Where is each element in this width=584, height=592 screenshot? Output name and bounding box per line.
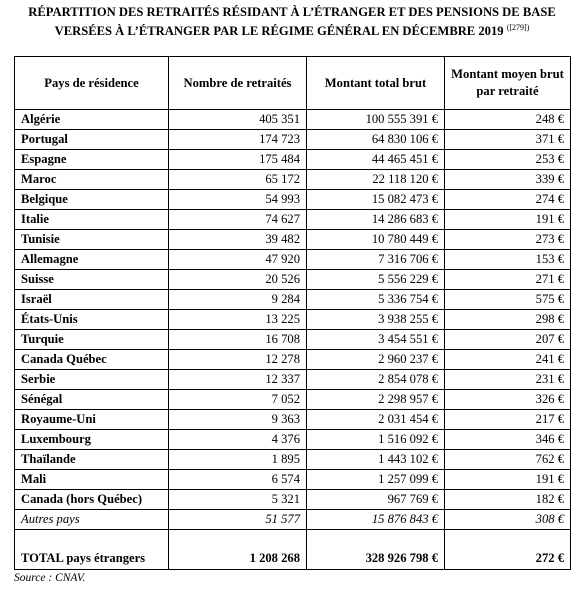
cell-count: 9 284 — [169, 290, 307, 310]
table-row — [15, 170, 571, 190]
header-country: Pays de résidence — [15, 57, 169, 110]
cell-count: 39 482 — [169, 230, 307, 250]
cell-total-amount: 1 443 102 € — [307, 450, 445, 470]
other-countries-row — [15, 510, 571, 530]
table-row — [15, 290, 571, 310]
table-row — [15, 190, 571, 210]
cell-country: Luxembourg — [15, 430, 169, 450]
cell-country: Mali — [15, 470, 169, 490]
cell-total-amount: 1 257 099 € — [307, 470, 445, 490]
cell-country: Canada (hors Québec) — [15, 490, 169, 510]
cell-country: Maroc — [15, 170, 169, 190]
table-row — [15, 490, 571, 510]
cell-country: Belgique — [15, 190, 169, 210]
table-title — [0, 4, 584, 39]
source-note: Source : CNAV. — [14, 572, 86, 584]
cell-average-amount: 231 € — [445, 370, 571, 390]
cell-count: 7 052 — [169, 390, 307, 410]
table-row — [15, 470, 571, 490]
table-row — [15, 250, 571, 270]
cell-count: 12 278 — [169, 350, 307, 370]
table-row — [15, 450, 571, 470]
table-row — [15, 330, 571, 350]
cell-total-amount: 22 118 120 € — [307, 170, 445, 190]
table-row — [15, 270, 571, 290]
cell-average-amount: 241 € — [445, 350, 571, 370]
cell-total-amount: 15 082 473 € — [307, 190, 445, 210]
cell-average-amount: 253 € — [445, 150, 571, 170]
total-row — [15, 530, 571, 570]
cell-average-amount: 326 € — [445, 390, 571, 410]
cell-country: Italie — [15, 210, 169, 230]
footnote-ref: ([279]) — [506, 23, 530, 32]
table-row — [15, 350, 571, 370]
cell-count: 405 351 — [169, 110, 307, 130]
cell-count: 20 526 — [169, 270, 307, 290]
table-body — [15, 110, 571, 570]
cell-count: 13 225 — [169, 310, 307, 330]
cell-average-amount: 207 € — [445, 330, 571, 350]
cell-country: Algérie — [15, 110, 169, 130]
header-average-amount: Montant moyen brut par retraité — [445, 57, 571, 110]
cell-count: 51 577 — [169, 510, 307, 530]
cell-total-amount: 2 960 237 € — [307, 350, 445, 370]
cell-country: TOTAL pays étrangers — [15, 530, 169, 570]
cell-country: Suisse — [15, 270, 169, 290]
cell-average-amount: 762 € — [445, 450, 571, 470]
title-line-1: RÉPARTITION DES RETRAITÉS RÉSIDANT À L’ÉTRANGER ET DES PENSIONS DE BASE — [28, 5, 556, 19]
cell-average-amount: 191 € — [445, 210, 571, 230]
table-row — [15, 370, 571, 390]
cell-average-amount: 217 € — [445, 410, 571, 430]
cell-count: 4 376 — [169, 430, 307, 450]
header-row — [15, 57, 571, 110]
cell-count: 16 708 — [169, 330, 307, 350]
cell-total-amount: 5 556 229 € — [307, 270, 445, 290]
table-row — [15, 430, 571, 450]
table-row — [15, 390, 571, 410]
cell-average-amount: 273 € — [445, 230, 571, 250]
cell-total-amount: 967 769 € — [307, 490, 445, 510]
cell-total-amount: 64 830 106 € — [307, 130, 445, 150]
cell-average-amount: 298 € — [445, 310, 571, 330]
title-line-2 — [0, 20, 584, 39]
cell-average-amount: 371 € — [445, 130, 571, 150]
cell-average-amount: 153 € — [445, 250, 571, 270]
cell-total-amount: 14 286 683 € — [307, 210, 445, 230]
cell-total-amount: 2 298 957 € — [307, 390, 445, 410]
cell-average-amount: 191 € — [445, 470, 571, 490]
cell-total-amount: 328 926 798 € — [307, 530, 445, 570]
table-row — [15, 230, 571, 250]
table-row — [15, 410, 571, 430]
header-count: Nombre de retraités — [169, 57, 307, 110]
cell-count: 47 920 — [169, 250, 307, 270]
cell-total-amount: 15 876 843 € — [307, 510, 445, 530]
cell-total-amount: 10 780 449 € — [307, 230, 445, 250]
cell-country: Israël — [15, 290, 169, 310]
cell-count: 54 993 — [169, 190, 307, 210]
cell-average-amount: 271 € — [445, 270, 571, 290]
cell-count: 74 627 — [169, 210, 307, 230]
cell-country: Allemagne — [15, 250, 169, 270]
table-row — [15, 130, 571, 150]
cell-country: Thaïlande — [15, 450, 169, 470]
cell-country: Royaume-Uni — [15, 410, 169, 430]
table-row — [15, 310, 571, 330]
cell-country: Autres pays — [15, 510, 169, 530]
table-row — [15, 110, 571, 130]
cell-country: Tunisie — [15, 230, 169, 250]
cell-count: 5 321 — [169, 490, 307, 510]
cell-count: 9 363 — [169, 410, 307, 430]
table-row — [15, 150, 571, 170]
cell-total-amount: 7 316 706 € — [307, 250, 445, 270]
cell-average-amount: 575 € — [445, 290, 571, 310]
cell-total-amount: 2 854 078 € — [307, 370, 445, 390]
table-row — [15, 210, 571, 230]
cell-average-amount: 308 € — [445, 510, 571, 530]
cell-average-amount: 346 € — [445, 430, 571, 450]
cell-country: Turquie — [15, 330, 169, 350]
cell-country: États-Unis — [15, 310, 169, 330]
cell-average-amount: 272 € — [445, 530, 571, 570]
cell-count: 175 484 — [169, 150, 307, 170]
cell-total-amount: 3 454 551 € — [307, 330, 445, 350]
cell-average-amount: 274 € — [445, 190, 571, 210]
cell-count: 12 337 — [169, 370, 307, 390]
cell-count: 65 172 — [169, 170, 307, 190]
cell-average-amount: 248 € — [445, 110, 571, 130]
cell-count: 1 208 268 — [169, 530, 307, 570]
cell-count: 6 574 — [169, 470, 307, 490]
cell-country: Espagne — [15, 150, 169, 170]
cell-total-amount: 1 516 092 € — [307, 430, 445, 450]
cell-average-amount: 182 € — [445, 490, 571, 510]
title-line-2-text: VERSÉES À L’ÉTRANGER PAR LE RÉGIME GÉNÉRAL EN DÉCEMBRE 2019 — [54, 24, 504, 38]
cell-average-amount: 339 € — [445, 170, 571, 190]
cell-country: Serbie — [15, 370, 169, 390]
cell-total-amount: 44 465 451 € — [307, 150, 445, 170]
cell-total-amount: 5 336 754 € — [307, 290, 445, 310]
header-total-amount: Montant total brut — [307, 57, 445, 110]
cell-country: Sénégal — [15, 390, 169, 410]
cell-count: 174 723 — [169, 130, 307, 150]
retirees-table — [14, 56, 571, 570]
cell-total-amount: 100 555 391 € — [307, 110, 445, 130]
cell-count: 1 895 — [169, 450, 307, 470]
cell-country: Portugal — [15, 130, 169, 150]
cell-total-amount: 3 938 255 € — [307, 310, 445, 330]
cell-country: Canada Québec — [15, 350, 169, 370]
cell-total-amount: 2 031 454 € — [307, 410, 445, 430]
